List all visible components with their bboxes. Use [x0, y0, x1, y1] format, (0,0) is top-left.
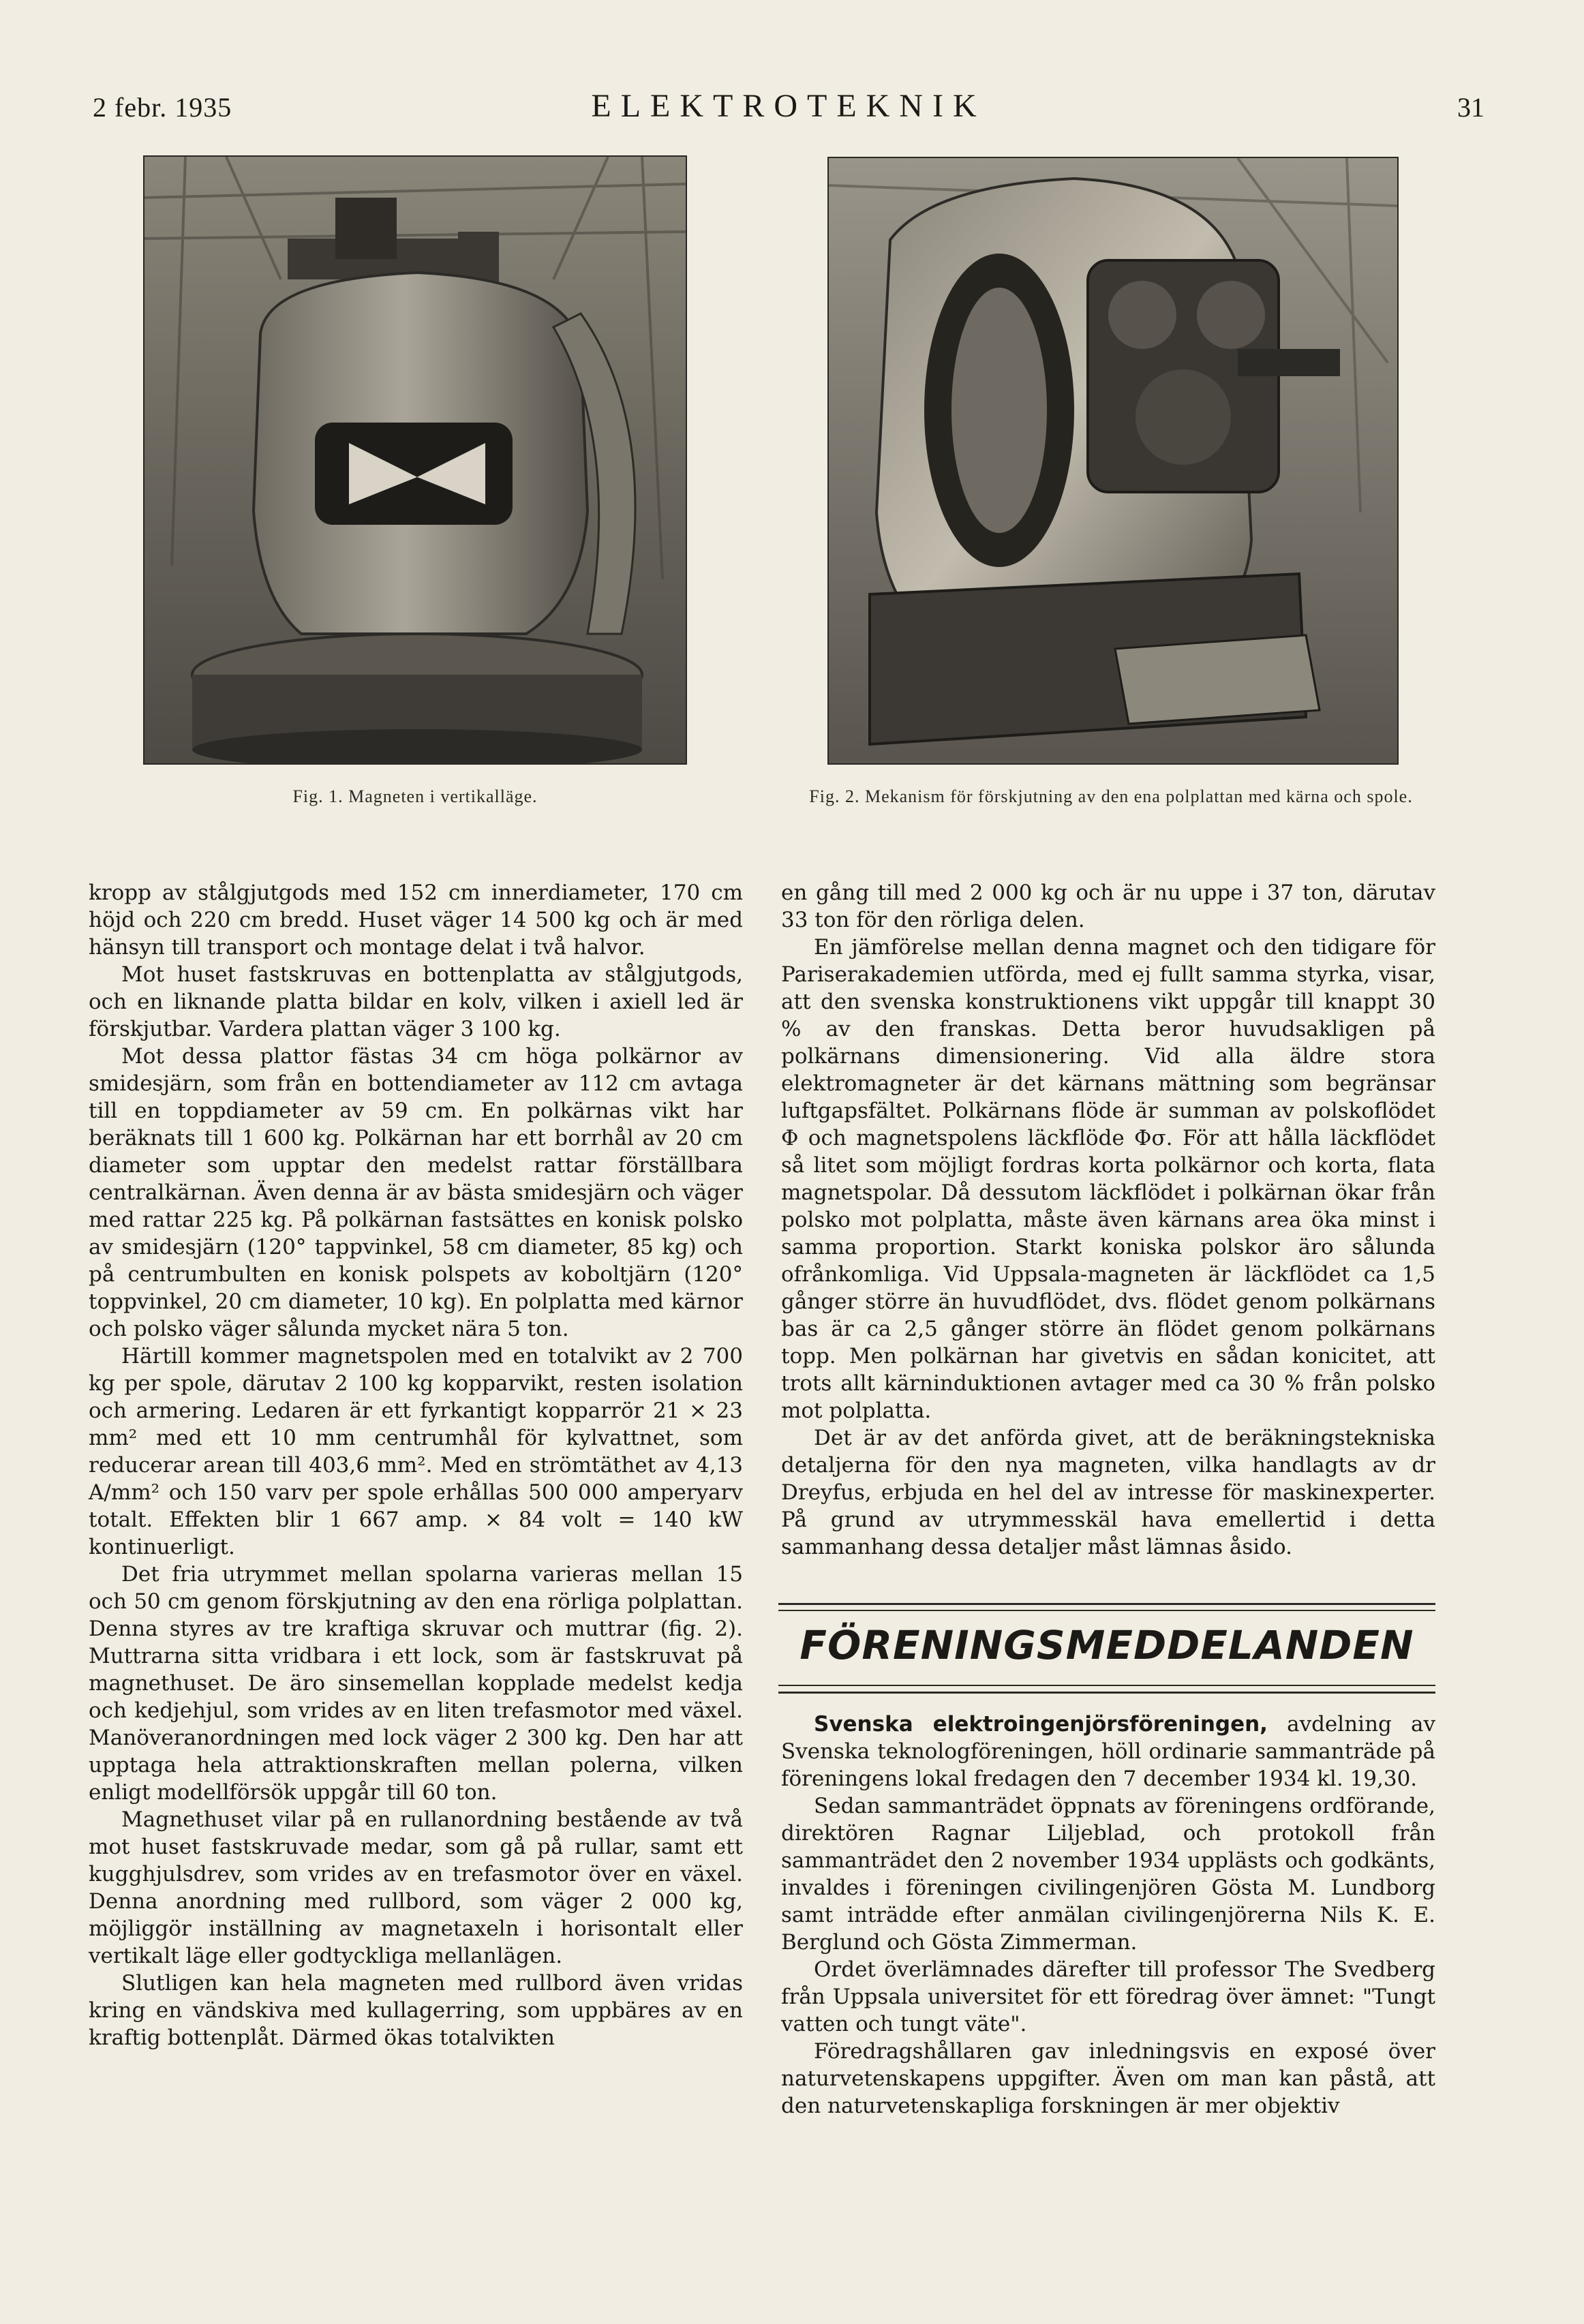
paragraph: Mot huset fastskruvas en bottenplatta av stålgjutgods, och en liknande platta bildar en kolv, vilken i axiell led är förskjutbar. Vardera plattan väger 3 100 kg. [89, 962, 743, 1041]
section-rule-bottom [778, 1692, 1435, 1694]
paragraph: Ordet överlämnades därefter till professor The Svedberg från Uppsala universitet för ett föredrag över ämnet: "Tungt vatten och tungt väte". [781, 1957, 1435, 2036]
paragraph: en gång till med 2 000 kg och är nu uppe i 37 ton, därutav 33 ton för den rörliga delen. [781, 881, 1435, 932]
paragraph: Sedan sammanträdet öppnats av föreningens ordförande, direktören Ragnar Liljeblad, och protokoll från sammanträdet den 2 november 1934 upplästs och godkänts, invaldes i föreningen civilingenjören Gösta M. Lundborg samt inträdde efter anmälan civilingenjörerna Nils K. E. Berglund och Gösta Zimmerman. [781, 1794, 1435, 1955]
article-left-column [89, 879, 743, 2051]
figure-1-caption: Fig. 1. Magneten i vertikalläge. [292, 786, 538, 806]
article-right-column [781, 879, 1435, 1561]
section-header [778, 1603, 1435, 1705]
paragraph: Härtill kommer magnetspolen med en totalvikt av 2 700 kg per spole, därutav 2 100 kg kopparvikt, resten isolation och armering. Ledaren är ett fyrkantigt kopparrör 21 × 23 mm² med ett 10 mm centrumhål för kylvattnet, som reducerar arean till 403,6 mm². Med en strömtäthet av 4,13 A/mm² och 150 varv per spole erhållas 500 000 amperyarv totalt. Effekten blir 1 667 amp. × 84 volt = 140 kW kontinuerligt. [89, 1344, 743, 1559]
paragraph: Magnethuset vilar på en rullanordning bestående av två mot huset fastskruvade medar, som gå på rullar, samt ett kugghjulsdrev, som vrides av en trefasmotor över en växel. Denna anordning med rullbord, som väger 2 000 kg, möjliggör inställning av magnetaxeln i horisontalt eller vertikalt läge eller godtyckliga mellanlägen. [89, 1807, 743, 1968]
figure-2-photo [829, 158, 1397, 763]
paragraph: En jämförelse mellan denna magnet och den tidigare för Pariserakademien utförda, med ej fullt samma styrka, visar, att den svenska konstruktionens vikt uppgår till knappt 30 % av den franskas. Detta beror huvudsakligen på polkärnans dimensionering. Vid alla äldre stora elektromagneter är det kärnans mättning som begränsar luftgapsfältet. Polkärnans flöde är summan av polskoflödet Φ och magnetspolens läckflöde Φσ. För att hålla läckflödet så litet som möjligt fordras korta polkärnor och korta, flata magnetspolar. Då dessutom läckflödet i polkärnan ökar från polsko mot polplatta, måste även kärnans area öka minst i samma proportion. Starkt koniska polskor äro sålunda ofrånkomliga. Vid Uppsala-magneten är läckflödet ca 1,5 gånger större än huvudflödet, dvs. flödet genom polkärnans bas är ca 2,5 gånger större än flödet genom polkärnans topp. Men polkärnan har givetvis en sådan konicitet, att trots allt kärninduktionen avtager med ca 30 % från polsko mot polplatta. [781, 935, 1435, 1423]
section-rule-top [778, 1603, 1435, 1605]
page-number: 31 [1457, 92, 1484, 123]
figure-2-caption: Fig. 2. Mekanism för förskjutning av den ena polplattan med kärna och spole. [809, 786, 1413, 806]
paragraph: Det fria utrymmet mellan spolarna varieras mellan 15 och 50 cm genom förskjutning av den ena rörliga polplattan. Denna styres av tre kraftiga skruvar och muttrar (fig. 2). Muttrarna sitta vridbara i ett lock, som är fastskruvat på magnethuset. De äro sinsemellan kopplade medelst kedja och kedjehjul, som vrides av en liten trefasmotor med växel. Manöveranordningen med lock väger 2 300 kg. Den har att upptaga hela attraktionskraften mellan polerna, vilken enligt modellförsök uppgår till 60 ton. [89, 1562, 743, 1805]
paragraph: Det är av det anförda givet, att de beräkningstekniska detaljerna för den nya magneten, vilka handlagts av dr Dreyfus, erbjuda en hel del av intresse för maskinexperter. På grund av utrymmesskäl hava emellertid i detta sammanhang dessa detaljer måst lämnas åsido. [781, 1426, 1435, 1559]
paragraph [781, 1711, 1435, 1792]
section-rule-top-inner [778, 1610, 1435, 1611]
section-rule-bottom-inner [778, 1685, 1435, 1686]
paragraph: Föredragshållaren gav inledningsvis en exposé över naturvetenskapens uppgifter. Även om man kan påstå, att den naturvetenskapliga forskningen är mer objektiv [781, 2039, 1435, 2118]
figure-1-photo [144, 157, 686, 763]
section-title: FÖRENINGSMEDDELANDEN [799, 1622, 1414, 1668]
journal-title: ELEKTROTEKNIK [591, 88, 986, 124]
paragraph: kropp av stålgjutgods med 152 cm innerdiameter, 170 cm höjd och 220 cm bredd. Huset väger 14 500 kg och är med hänsyn till transport och montage delat i två halvor. [89, 881, 743, 960]
page-header [93, 87, 1484, 142]
paragraph: Mot dessa plattor fästas 34 cm höga polkärnor av smidesjärn, som från en bottendiameter av 112 cm avtaga till en toppdiameter av 59 cm. En polkärnas vikt har beräknats till 1 600 kg. Polkärnan har ett borrhål av 20 cm diameter som upptar den medelst rattar förställbara centralkärnan. Även denna är av bästa smidesjärn och väger med rattar 225 kg. På polkärnan fastsättes en konisk polsko av smidesjärn (120° tappvinkel, 58 cm diameter, 85 kg) och på centrumbulten en konisk polspets av koboltjärn (120° toppvinkel, 20 cm diameter, 10 kg). En polplatta med kärnor och polsko väger sålunda mycket nära 5 ton. [89, 1044, 743, 1341]
paragraph: Slutligen kan hela magneten med rullbord även vridas kring en vändskiva med kullagerring, som uppbäres av en kraftig bottenplåt. Därmed ökas totalvikten [89, 1971, 743, 2050]
society-name: Svenska elektroingenjörsföreningen, [814, 1712, 1268, 1737]
header-date: 2 febr. 1935 [93, 92, 232, 123]
association-notice [781, 1711, 1435, 2120]
lead-text: avdelning av Svenska teknologföreningen, höll ordinarie sammanträde på föreningens lokal fredagen den 7 december 1934 kl. 19,30. [781, 1712, 1435, 1791]
